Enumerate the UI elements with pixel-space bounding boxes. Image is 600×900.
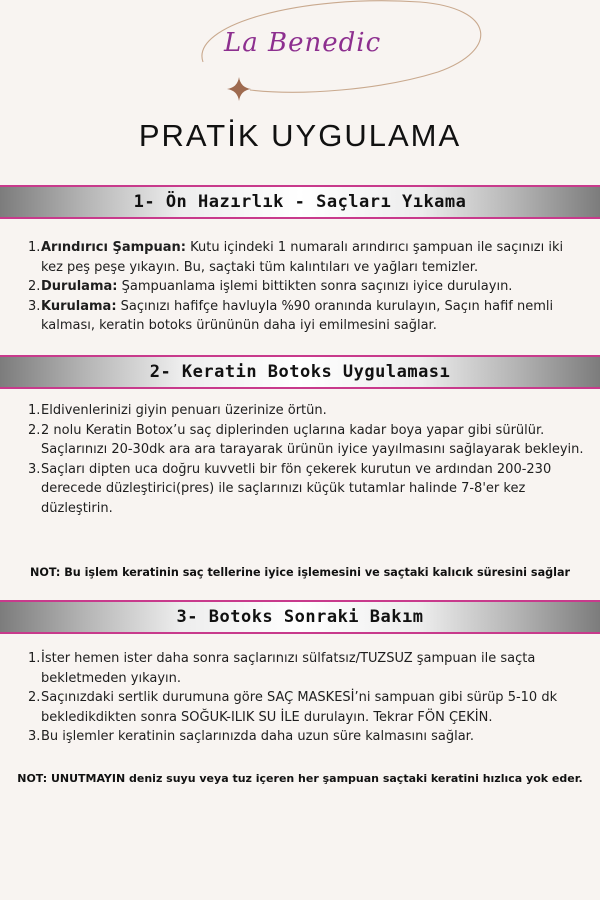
step-number: 1.	[28, 651, 41, 666]
step-number: 1.	[28, 240, 41, 255]
step-label: Durulama:	[41, 279, 118, 294]
list-item	[28, 727, 588, 747]
step-number: 2.	[28, 279, 41, 294]
step-text: Kutu içindeki 1 numaralı arındırıcı şampuan ile saçınızı iki kez peş peşe yıkayın. Bu, saçtaki tüm kalıntıları ve yağları temizler.	[41, 240, 564, 275]
page-title: PRATİK UYGULAMA	[138, 118, 462, 153]
step-text: Saçınızı hafifçe havluyla %90 oranında kurulayın, Saçın hafif nemli kalması, keratin botoks ürününün daha iyi emilmesini sağlar.	[41, 298, 554, 333]
step-number: 1.	[28, 403, 41, 418]
step-number: 3.	[28, 461, 41, 477]
brand-logo	[0, 0, 600, 110]
section-3-heading: 3- Botoks Sonraki Bakım	[0, 600, 600, 634]
logo-text: La Benedic	[224, 28, 382, 58]
step-text: Eldivenlerinizi giyin penuarı üzerinize örtün.	[41, 403, 327, 418]
list-item	[28, 277, 588, 297]
section-3-note: NOT: UNUTMAYIN deniz suyu veya tuz içeren her şampuan saçtaki keratini hızlıca yok eder.	[17, 772, 583, 785]
step-text: Şampuanlama işlemi bittikten sonra saçınızı iyice durulayın.	[117, 279, 513, 294]
section-3-steps	[28, 649, 588, 747]
step-number: 3.	[28, 729, 41, 744]
sparkle-star-icon	[227, 77, 251, 101]
list-item	[28, 421, 588, 460]
list-item	[28, 401, 588, 421]
step-text: Bu işlemler keratinin saçlarınızda daha uzun süre kalmasını sağlar.	[41, 729, 474, 744]
step-number: 3.	[28, 298, 41, 314]
step-text: İster hemen ister daha sonra saçlarınızı sülfatsız/TUZSUZ şampuan ile saçta bekletmeden yıkayın.	[41, 651, 536, 686]
list-item	[28, 688, 588, 727]
step-label: Arındırıcı Şampuan:	[41, 240, 186, 255]
section-1-heading: 1- Ön Hazırlık - Saçları Yıkama	[0, 185, 600, 219]
step-text: Saçınızdaki sertlik durumuna göre SAÇ MASKESİ’ni sampuan gibi sürüp 5-10 dk bekledikdikten sonra SOĞUK-ILIK SU İLE durulayın. Tekrar FÖN ÇEKİN.	[41, 690, 558, 725]
step-label: Kurulama:	[41, 298, 117, 314]
section-2-steps	[28, 401, 588, 518]
list-item	[28, 460, 588, 519]
list-item	[28, 238, 588, 277]
step-number: 2.	[28, 690, 41, 705]
step-number: 2.	[28, 422, 41, 438]
step-text: Saçları dipten uca doğru kuvvetli bir fön çekerek kurutun ve ardından 200-230 derecede düzleştirici(pres) ile saçlarınızı küçük tutamlar halinde 7-8'er kez düzleştirin.	[41, 461, 552, 516]
list-item	[28, 297, 588, 336]
section-1-steps	[28, 238, 588, 336]
section-2-heading: 2- Keratin Botoks Uygulaması	[0, 355, 600, 389]
list-item	[28, 649, 588, 688]
step-text: 2 nolu Keratin Botox’u saç diplerinden uçlarına kadar boya yapar gibi sürülür. Saçlarınızı 20-30dk ara ara tarayarak ürünün iyice yayılmasını sağlayarak bekleyin.	[41, 422, 584, 457]
section-2-note: NOT: Bu işlem keratinin saç tellerine iyice işlemesini ve saçtaki kalıcık süresini sağlar	[29, 566, 571, 579]
